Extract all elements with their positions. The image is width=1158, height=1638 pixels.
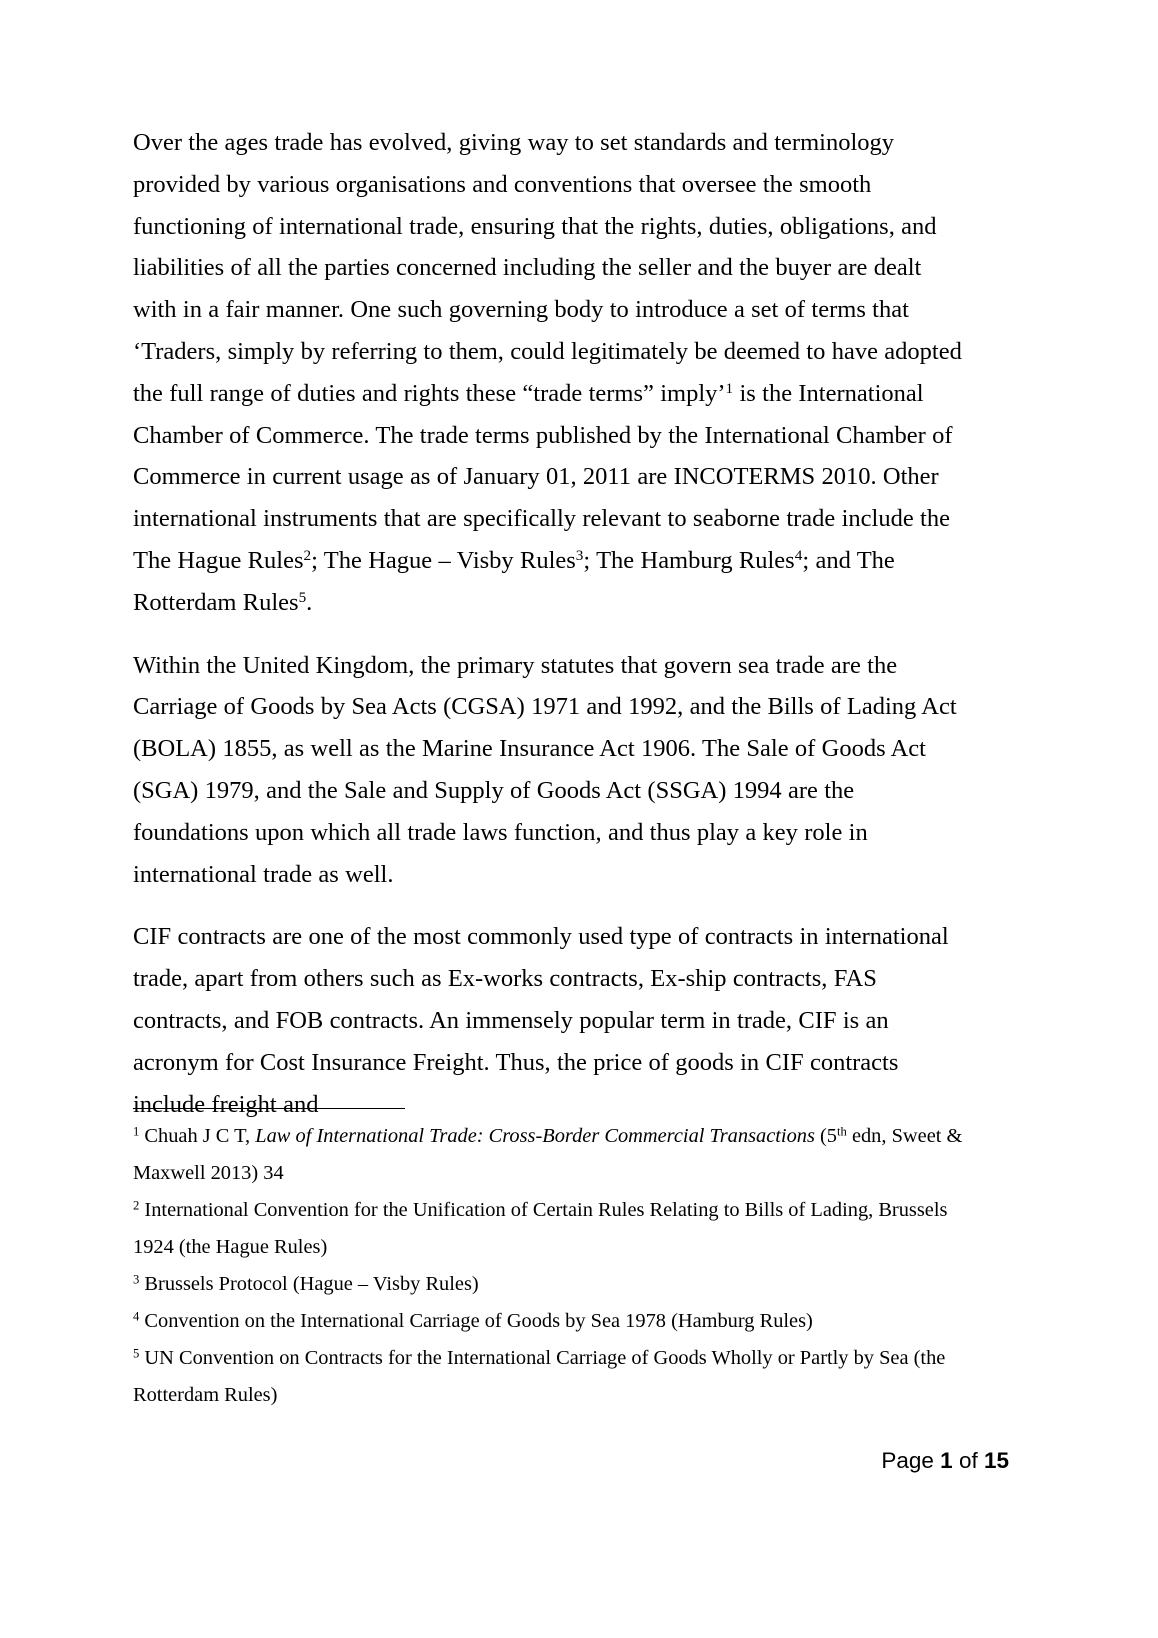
footnote-number: 4 xyxy=(133,1309,140,1324)
footnote-3 xyxy=(133,1266,973,1303)
text-run: Chuah J C T, xyxy=(144,1125,256,1147)
text-run: is the International Chamber of Commerce. The trade terms published by the International Chamber of Commerce in current usage as of January 01, 2011 are INCOTERMS 2010. Other international instruments that are specifically relevant to seaborne trade include the The Hague Rules xyxy=(133,379,953,574)
footnote-marker: th xyxy=(837,1124,847,1139)
footnote-marker: 5 xyxy=(298,588,307,606)
footnote-number: 2 xyxy=(133,1198,140,1213)
footnote-number: 1 xyxy=(133,1124,140,1139)
footnote-number: 3 xyxy=(133,1272,140,1287)
paragraph-3 xyxy=(133,916,968,1125)
footnote-1 xyxy=(133,1118,973,1192)
text-run: ; and The Rotterdam Rules xyxy=(133,546,895,616)
text-run: Convention on the International Carriage of Goods by Sea 1978 (Hamburg Rules) xyxy=(144,1310,813,1332)
text-run: CIF contracts are one of the most commonly used type of contracts in international trade, apart from others such as Ex-works contracts, Ex-ship contracts, FAS contracts, and FOB contracts. An immensely popular term in trade, CIF is an acronym for Cost Insurance Freight. Thus, the price of goods in CIF contracts include freight and xyxy=(133,923,949,1118)
text-run: . xyxy=(306,588,313,616)
text-run: International Convention for the Unification of Certain Rules Relating to Bills of Lading, Brussels 1924 (the Hague Rules) xyxy=(133,1199,948,1258)
footer-of-label: of xyxy=(958,1448,978,1473)
page-footer xyxy=(133,1446,1009,1476)
footnote-separator-rule xyxy=(133,1108,405,1109)
footnote-4 xyxy=(133,1303,973,1340)
text-run: ; The Hague – Visby Rules xyxy=(311,546,576,574)
text-run: UN Convention on Contracts for the International Carriage of Goods Wholly or Partly by Sea (the Rotterdam Rules) xyxy=(133,1347,946,1406)
footer-total-pages: 15 xyxy=(983,1448,1009,1473)
text-run: edn, Sweet & Maxwell 2013) 34 xyxy=(133,1125,963,1184)
text-run: Over the ages trade has evolved, giving way to set standards and terminology provided by various organisations and conventions that oversee the smooth functioning of international trade, ensuring that the rights, duties, obligations, and liabilities of all the parties concerned including the seller and the buyer are dealt with in a fair manner. One such governing body to introduce a set of terms that ‘Traders, simply by referring to them, could legitimately be deemed to have adopted the full range of duties and rights these “trade terms” imply’ xyxy=(133,129,962,407)
text-run: ; The Hamburg Rules xyxy=(583,546,795,574)
footnote-marker: 1 xyxy=(725,379,734,397)
footnote-marker: 2 xyxy=(303,547,312,565)
footnote-marker: 4 xyxy=(794,547,803,565)
italic-title: Law of International Trade: Cross-Border Commercial Transactions xyxy=(255,1125,815,1147)
footnote-section xyxy=(133,1108,973,1414)
document-body xyxy=(133,122,968,1125)
footnote-5 xyxy=(133,1340,973,1414)
footnote-2 xyxy=(133,1192,973,1266)
footnote-number: 5 xyxy=(133,1346,140,1361)
text-run: Within the United Kingdom, the primary statutes that govern sea trade are the Carriage of Goods by Sea Acts (CGSA) 1971 and 1992, and the Bills of Lading Act (BOLA) 1855, as well as the Marine Insurance Act 1906. The Sale of Goods Act (SGA) 1979, and the Sale and Supply of Goods Act (SSGA) 1994 are the foundations upon which all trade laws function, and thus play a key role in international trade as well. xyxy=(133,651,957,888)
paragraph-1 xyxy=(133,122,968,624)
footnote-marker: 3 xyxy=(575,547,584,565)
text-run: Brussels Protocol (Hague – Visby Rules) xyxy=(144,1273,479,1295)
paragraph-2 xyxy=(133,645,968,896)
text-run: (5 xyxy=(814,1125,838,1147)
footer-page-label: Page xyxy=(881,1448,934,1473)
footer-current-page: 1 xyxy=(940,1448,953,1473)
